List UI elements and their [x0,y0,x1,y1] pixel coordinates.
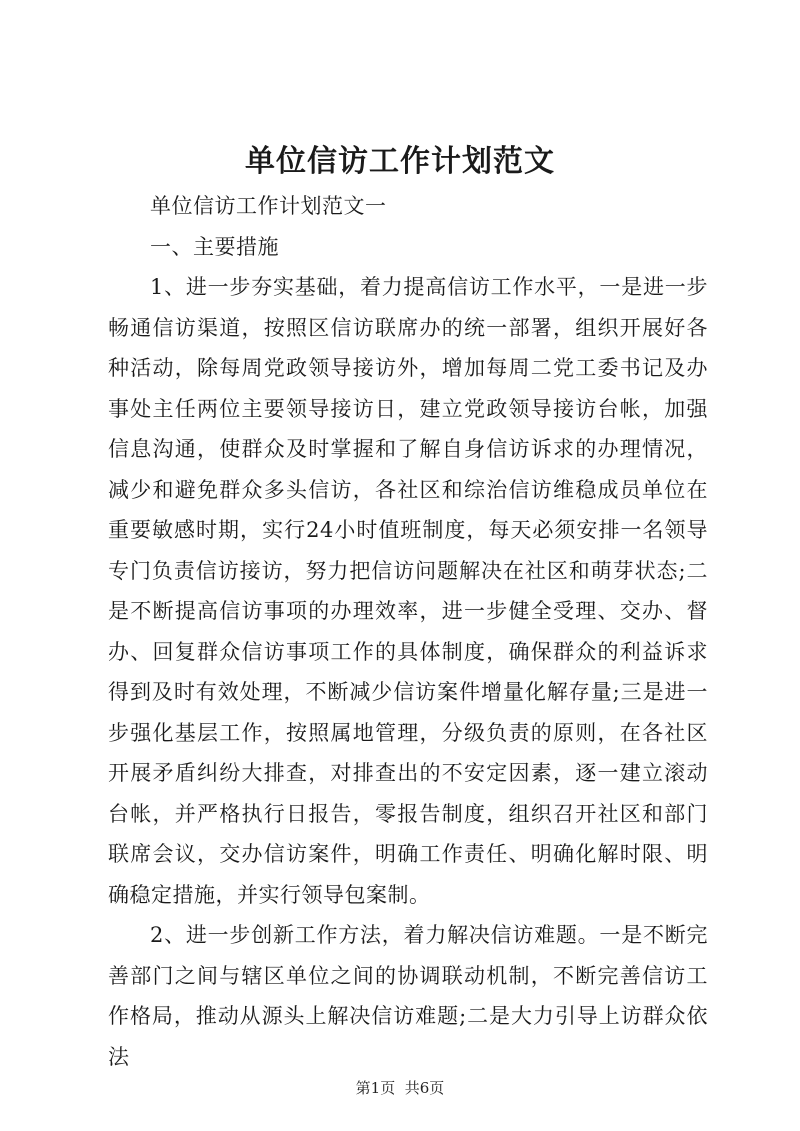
document-body [108,186,708,1077]
page-total: 共6页 [404,1079,445,1097]
body-paragraph: 2、进一步创新工作方法，着力解决信访难题。一是不断完善部门之间与辖区单位之间的协调联动机制，不断完善信访工作格局，推动从源头上解决信访难题;二是大力引导上访群众依法 [108,923,708,1069]
body-paragraph: 1、进一步夯实基础，着力提高信访工作水平，一是进一步畅通信访渠道，按照区信访联席办的统一部署，组织开展好各种活动，除每周党政领导接访外，增加每周二党工委书记及办事处主任两位主要领导接访日，建立党政领导接访台帐，加强信息沟通，使群众及时掌握和了解自身信访诉求的办理情况，减少和避免群众多头信访，各社区和综治信访维稳成员单位在重要敏感时期，实行24小时值班制度，每天必须安排一名领导专门负责信访接访，努力把信访问题解决在社区和萌芽状态;二是不断提高信访事项的办理效率，进一步健全受理、交办、督办、回复群众信访事项工作的具体制度，确保群众的利益诉求得到及时有效处理，不断减少信访案件增量化解存量;三是进一步强化基层工作，按照属地管理，分级负责的原则，在各社区开展矛盾纠纷大排查，对排查出的不安定因素，逐一建立滚动台帐，并严格执行日报告，零报告制度，组织召开社区和部门联席会议，交办信访案件，明确工作责任、明确化解时限、明确稳定措施，并实行领导包案制。 [108,275,708,907]
section-heading: 单位信访工作计划范文一 [150,194,387,218]
document-title: 单位信访工作计划范文 [245,144,555,179]
page-footer [0,1078,800,1098]
page-number: 第1页 [355,1079,396,1097]
subsection-heading: 一、主要措施 [150,234,279,259]
